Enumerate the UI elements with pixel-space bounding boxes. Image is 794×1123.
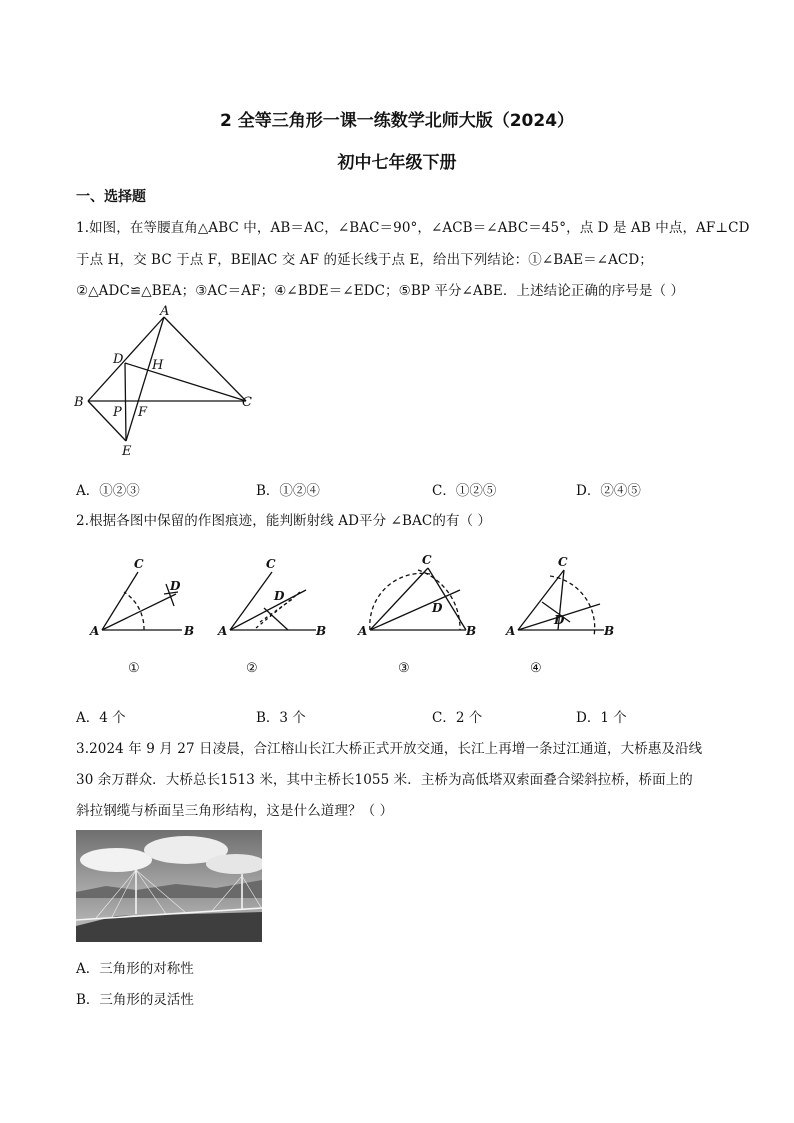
fig4-label-a: A xyxy=(506,624,516,638)
q2-option-a[interactable]: A．4 个 xyxy=(76,710,126,726)
q1-option-d[interactable]: D．②④⑤ xyxy=(576,483,641,499)
fig4-label-c: C xyxy=(558,555,568,569)
fig2-label-b: B xyxy=(316,624,327,638)
segment-de xyxy=(125,363,126,441)
label-h: H xyxy=(152,358,164,373)
figure-number-1: ① xyxy=(128,661,140,676)
figure-2 xyxy=(230,572,316,630)
q3-option-a[interactable]: A．三角形的对称性 xyxy=(76,961,194,977)
label-a: A xyxy=(160,305,170,319)
label-d: D xyxy=(113,352,124,367)
fig1-label-c: C xyxy=(134,557,144,571)
fig2-label-c: C xyxy=(266,557,276,571)
q1-figure xyxy=(70,305,270,465)
page-title: 2 全等三角形一课一练数学北师大版（2024） xyxy=(219,111,575,131)
figure-number-3: ③ xyxy=(398,661,410,676)
q1-option-c[interactable]: C．①②⑤ xyxy=(432,483,497,499)
q2-figures xyxy=(80,548,640,680)
q1-option-a[interactable]: A．①②③ xyxy=(76,483,140,499)
fig3-label-c: C xyxy=(422,553,432,567)
fig1-label-d: D xyxy=(170,579,181,593)
q3-text-line3: 斜拉钢缆与桥面呈三角形结构，这是什么道理？（ ） xyxy=(76,803,394,819)
q3-text-line1: 3.2024 年 9 月 27 日凌晨，合江榕山长江大桥正式开放交通，长江上再增一条过江通道，大桥惠及沿线 xyxy=(76,741,703,757)
figure-3 xyxy=(370,568,466,630)
label-b: B xyxy=(74,395,84,410)
q2-option-b[interactable]: B．3 个 xyxy=(256,710,306,726)
q1-text-line2: 于点 H，交 BC 于点 F，BE∥AC 交 AF 的延长线于点 E，给出下列结论：①∠BAE＝∠ACD； xyxy=(76,252,653,268)
fig2-label-d: D xyxy=(274,589,285,603)
page-subtitle: 初中七年级下册 xyxy=(337,153,457,173)
q1-text-line1: 1.如图，在等腰直角△ABC 中，AB＝AC，∠BAC＝90°，∠ACB＝∠ABC＝45°，点 D 是 AB 中点，AF⊥CD xyxy=(76,220,750,236)
figure-number-2: ② xyxy=(246,661,258,676)
fig2-label-a: A xyxy=(218,624,228,638)
label-c: C xyxy=(242,395,252,410)
q1-text-line3: ②△ADC≌△BEA；③AC＝AF；④∠BDE＝∠EDC；⑤BP 平分∠ABE．上述结论正确的序号是（ ） xyxy=(76,283,685,299)
segment-ae xyxy=(126,317,164,441)
bridge-photo xyxy=(76,830,262,942)
fig3-label-a: A xyxy=(358,624,368,638)
fig3-label-d: D xyxy=(432,601,443,615)
q3-option-b[interactable]: B．三角形的灵活性 xyxy=(76,992,194,1008)
q2-option-c[interactable]: C．2 个 xyxy=(432,710,483,726)
figure-number-4: ④ xyxy=(530,661,542,676)
q2-text-line1: 2.根据各图中保留的作图痕迹，能判断射线 AD平分 ∠BAC的有（ ） xyxy=(76,513,492,529)
fig1-label-a: A xyxy=(90,624,100,638)
label-f: F xyxy=(138,405,148,420)
section-heading: 一、选择题 xyxy=(76,189,146,205)
q2-option-d[interactable]: D．1 个 xyxy=(576,710,627,726)
label-e: E xyxy=(122,444,132,459)
fig3-label-b: B xyxy=(466,624,477,638)
fig4-label-b: B xyxy=(604,624,615,638)
fig1-label-b: B xyxy=(184,624,195,638)
q1-option-b[interactable]: B．①②④ xyxy=(256,483,320,499)
label-p: P xyxy=(113,405,122,420)
fig4-label-d: D xyxy=(554,613,565,627)
q3-text-line2: 30 余万群众．大桥总长1513 米，其中主桥长1055 米．主桥为高低塔双索面叠合梁斜拉桥，桥面上的 xyxy=(76,772,693,788)
